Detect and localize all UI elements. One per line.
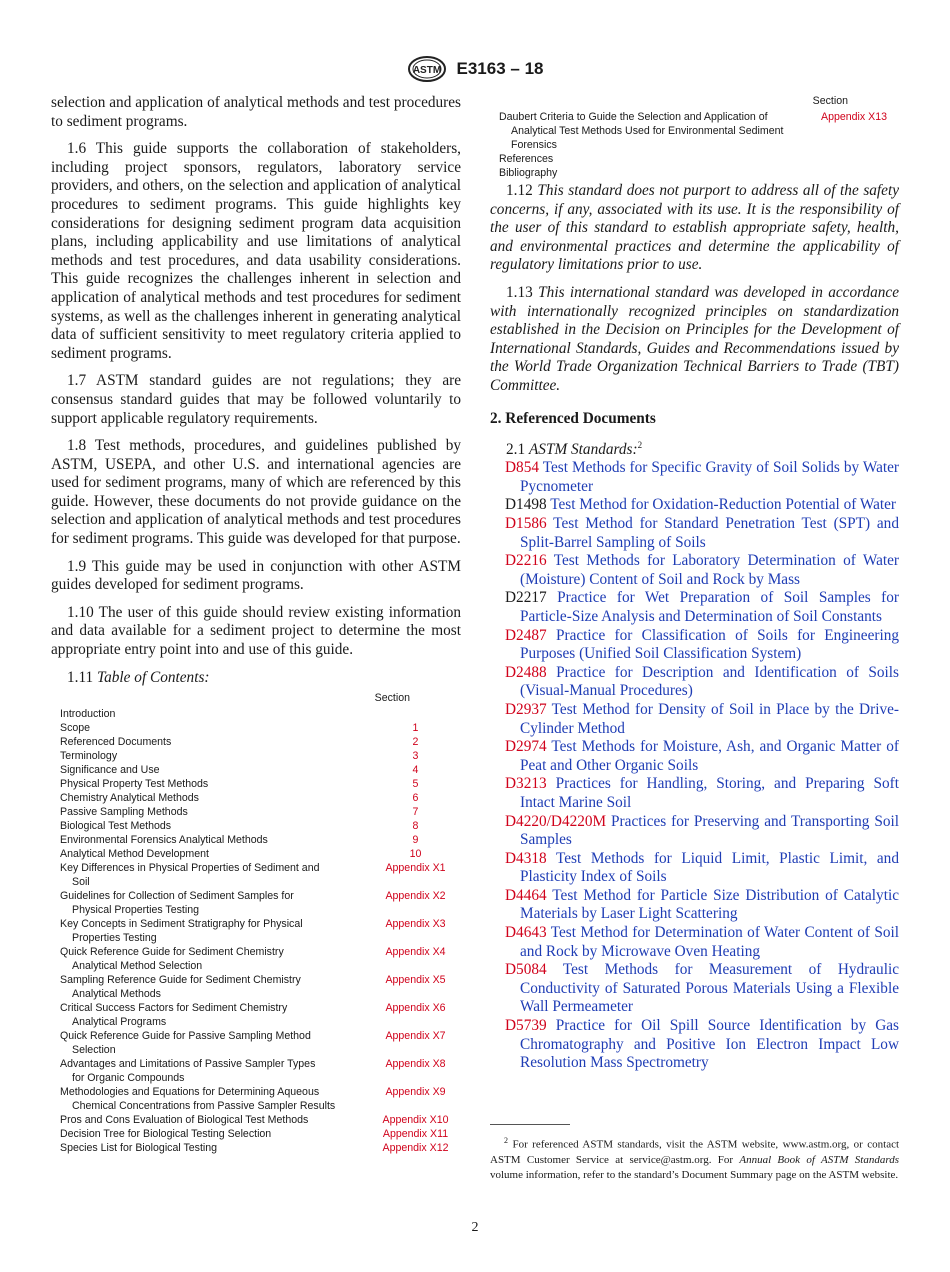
reference-code-link[interactable]: D4318 xyxy=(505,849,547,867)
left-column xyxy=(51,94,461,1155)
toc-title-line: Sampling Reference Guide for Sediment Chemistry xyxy=(60,974,301,987)
toc-section-link[interactable]: 2 xyxy=(412,736,419,749)
paragraph-1-8: 1.8 Test methods, procedures, and guidelines published by ASTM, USEPA, and other U.S. and international agencies are used for sediment programs, many of which are referenced by this guide. However, these documents do not provide guidance on the selection and application of analytical methods and test procedures for sediment programs. This guide was developed for that purpose. xyxy=(51,437,461,548)
svg-text:ASTM: ASTM xyxy=(412,65,441,76)
toc-row xyxy=(51,707,461,721)
reference-item xyxy=(490,459,899,496)
paragraph-1-12: 1.12 This standard does not purport to address all of the safety concerns, if any, associated with its use. It is the responsibility of the user of this standard to establish appropriate safety, health, and environmental practices and determine the applicability of regulatory limitations prior to use. xyxy=(490,182,899,274)
table-of-contents-continued xyxy=(490,94,899,180)
toc-title-continuation: Selection xyxy=(72,1044,116,1057)
toc-row xyxy=(51,777,461,791)
toc-row xyxy=(51,1085,461,1113)
subsection-2-1: 2.1 ASTM Standards:$^2$ xyxy=(506,439,643,458)
reference-list xyxy=(490,459,899,1073)
toc-section-link xyxy=(809,166,899,180)
reference-item xyxy=(490,589,899,626)
toc-row xyxy=(51,1127,461,1141)
reference-title-link[interactable]: Test Method for Density of Soil in Place by the Drive-Cylinder Method xyxy=(520,700,899,737)
toc-row xyxy=(490,166,899,180)
toc-title-line: Environmental Forensics Analytical Methods xyxy=(60,834,268,847)
footnote-text: $^2$ For referenced ASTM standards, visit the ASTM website, www.astm.org, or contact ASTM Customer Service at service@astm.org. For Annual Book of ASTM Standards volume information, refer to the standard’s Document Summary page on the ASTM website. xyxy=(490,1136,900,1181)
toc-entry-title xyxy=(51,847,370,861)
toc-title-line: Quick Reference Guide for Sediment Chemistry xyxy=(60,946,284,959)
toc-title-line: Key Differences in Physical Properties of Sediment and xyxy=(60,862,320,875)
toc-entry-title xyxy=(51,1127,370,1141)
toc-title-continuation: Soil xyxy=(72,876,90,889)
toc-title-line: Significance and Use xyxy=(60,764,160,777)
reference-title-link[interactable]: Test Methods for Liquid Limit, Plastic Limit, and Plasticity Index of Soils xyxy=(520,849,899,886)
toc-entry-title xyxy=(51,889,370,917)
toc-row xyxy=(51,791,461,805)
reference-code-link[interactable]: D4220/D4220M xyxy=(505,812,607,830)
toc-section-link[interactable]: 6 xyxy=(412,792,419,805)
toc-title-line: Analytical Method Development xyxy=(60,848,209,861)
toc-row xyxy=(51,833,461,847)
paragraph-1-13: 1.13 This international standard was developed in accordance with internationally recognized principles on standardization established in the Decision on Principles for the Development of International Standards, Guides and Recommendations issued by the World Trade Organization Technical Barriers to Trade (TBT) Committee. xyxy=(490,283,900,394)
reference-code-link[interactable]: D2937 xyxy=(505,700,547,718)
reference-title-link[interactable]: Test Method for Oxidation-Reduction Potential of Water xyxy=(550,496,896,514)
reference-item xyxy=(490,961,899,1017)
toc-section-link[interactable]: Appendix X1 xyxy=(385,862,446,875)
section-2-heading: 2. Referenced Documents xyxy=(490,409,656,427)
reference-code-link[interactable]: D5739 xyxy=(505,1017,547,1035)
reference-item xyxy=(490,775,899,812)
toc-title-line: Guidelines for Collection of Sediment Samples for xyxy=(60,890,294,903)
reference-title-link[interactable]: Practice for Wet Preparation of Soil Samples for Particle-Size Analysis and Determination of Soil Constants xyxy=(520,589,900,625)
reference-title-link[interactable]: Test Methods for Specific Gravity of Soil Solids by Water Pycnometer xyxy=(520,459,899,495)
toc-title-line: Chemistry Analytical Methods xyxy=(60,792,199,805)
toc-entry-title xyxy=(51,763,370,777)
toc-entry-title xyxy=(51,735,370,749)
toc-section-header: Section xyxy=(374,692,410,705)
reference-item xyxy=(490,701,899,738)
toc-title-line: Decision Tree for Biological Testing Selection xyxy=(60,1128,272,1141)
toc-entry-title xyxy=(51,1113,370,1127)
toc-row xyxy=(51,819,461,833)
toc-title-line: Key Concepts in Sediment Stratigraphy for Physical xyxy=(60,918,303,931)
toc-title-line: Critical Success Factors for Sediment Chemistry xyxy=(60,1002,288,1015)
reference-code-link[interactable]: D1586 xyxy=(505,515,547,532)
toc-entry-title xyxy=(51,973,370,1001)
reference-code-link[interactable]: D4643 xyxy=(505,924,547,942)
reference-code-link: D2217 xyxy=(505,589,547,607)
toc-title-line: Methodologies and Equations for Determining Aqueous xyxy=(60,1086,320,1099)
toc-title-line: Pros and Cons Evaluation of Biological Test Methods xyxy=(60,1114,309,1127)
toc-section-link[interactable]: Appendix X2 xyxy=(385,890,446,903)
paragraph-1-11: 1.11 Table of Contents: xyxy=(67,668,210,686)
toc-title-continuation: Properties Testing xyxy=(72,932,157,945)
document-designation: E3163 – 18 xyxy=(456,59,544,78)
reference-code-link[interactable]: D2488 xyxy=(505,663,547,681)
toc-title-line: Passive Sampling Methods xyxy=(60,806,188,819)
reference-item xyxy=(490,813,899,850)
toc-section-link[interactable]: Appendix X10 xyxy=(382,1114,449,1127)
toc-section-link[interactable]: 9 xyxy=(412,834,419,847)
reference-code-link[interactable]: D3213 xyxy=(505,775,547,793)
reference-title-link[interactable]: Test Method for Determination of Water Content of Soil and Rock by Microwave Oven Heating xyxy=(520,924,899,960)
paragraph-1-9: 1.9 This guide may be used in conjunction with other ASTM guides developed for sediment programs. xyxy=(51,557,461,594)
paragraph-1-6: 1.6 This guide supports the collaboration of stakeholders, including project sponsors, regulators, laboratory service providers, and others, on the selection and application of analytical procedures to sediment programs. This guide highlights key considerations for designing sediment program data acquisition plans, including applicability and use limitations of analytical methods and test procedures, and data usability considerations. This guide recognizes the challenges inherent in selection and application of analytical methods and test procedures for sediment systems, as well as the challenges inherent in generating analytical data of sufficient sensitivity to meet regulatory criteria applied to sediment programs. xyxy=(51,140,461,362)
toc-entry-title xyxy=(51,777,370,791)
reference-code-link: D1498 xyxy=(505,496,547,514)
toc-row xyxy=(51,749,461,763)
toc-section-link[interactable]: 5 xyxy=(412,778,419,791)
toc-title-line: Bibliography xyxy=(499,167,558,179)
toc-row xyxy=(51,973,461,1001)
toc-row xyxy=(51,847,461,861)
toc-title-continuation: for Organic Compounds xyxy=(72,1072,185,1085)
toc-section-link[interactable]: Appendix X5 xyxy=(385,974,446,987)
toc-row xyxy=(51,861,461,889)
toc-row xyxy=(51,1001,461,1029)
toc-row xyxy=(51,1113,461,1127)
toc-entry-title xyxy=(51,1057,370,1085)
toc-section-link[interactable]: Appendix X7 xyxy=(385,1030,446,1043)
table-of-contents xyxy=(51,691,461,1155)
toc-entry-title xyxy=(51,805,370,819)
toc-entry-title xyxy=(51,721,370,735)
toc-section-link[interactable]: 3 xyxy=(412,750,419,763)
right-column xyxy=(490,94,899,1073)
toc-section-link[interactable]: Appendix X11 xyxy=(382,1128,449,1141)
toc-entry-title xyxy=(51,707,370,721)
toc-section-link[interactable]: Appendix X3 xyxy=(385,918,446,931)
toc-title-line: References xyxy=(499,153,554,165)
toc-entry-title xyxy=(51,819,370,833)
reference-title-link[interactable]: Practices for Handling, Storing, and Preparing Soft Intact Marine Soil xyxy=(520,775,899,811)
toc-row xyxy=(51,889,461,917)
toc-section-link[interactable]: Appendix X9 xyxy=(385,1086,446,1099)
toc-entry-title xyxy=(51,791,370,805)
toc-section-link[interactable]: Appendix X8 xyxy=(385,1058,446,1071)
toc-title-line: Scope xyxy=(60,722,91,735)
toc-entry-title xyxy=(51,1141,370,1155)
paragraph-continuation: selection and application of analytical methods and test procedures to sediment programs. xyxy=(51,94,461,130)
toc-entry-title xyxy=(51,833,370,847)
toc-row xyxy=(490,152,899,166)
toc-section-link xyxy=(370,707,461,721)
toc-title-line: Quick Reference Guide for Passive Sampling Method xyxy=(60,1030,311,1043)
toc-section-link[interactable]: 4 xyxy=(412,764,419,777)
toc-title-line: Terminology xyxy=(60,750,118,763)
toc-entry-title xyxy=(51,749,370,763)
reference-title-link[interactable]: Practices for Preserving and Transporting Soil Samples xyxy=(520,812,899,849)
reference-item xyxy=(490,924,899,961)
toc-entry-title xyxy=(51,1085,370,1113)
toc-title-continuation: Analytical Programs xyxy=(72,1016,167,1029)
toc-title-continuation: Chemical Concentrations from Passive Sampler Results xyxy=(72,1100,336,1113)
toc-section-link[interactable]: Appendix X4 xyxy=(385,946,446,959)
reference-title-link[interactable]: Practice for Classification of Soils for Engineering Purposes (Unified Soil Classification System) xyxy=(520,626,899,663)
toc-section-header: Section xyxy=(812,95,848,107)
reference-item xyxy=(490,552,899,589)
toc-section-link[interactable]: Appendix X6 xyxy=(385,1002,446,1015)
toc-row xyxy=(51,763,461,777)
page-header xyxy=(0,56,950,82)
reference-title-link[interactable]: Test Method for Standard Penetration Test (SPT) and Split-Barrel Sampling of Soils xyxy=(520,515,899,551)
reference-item xyxy=(490,627,899,664)
toc-row xyxy=(51,1141,461,1155)
footnote-rule xyxy=(490,1124,570,1125)
paragraph-1-7: 1.7 ASTM standard guides are not regulations; they are consensus standard guides that may be followed voluntarily to support applicable regulatory requirements. xyxy=(51,372,461,427)
toc-title-continuation: Analytical Test Methods Used for Environmental Sediment Forensics xyxy=(511,125,784,151)
toc-row xyxy=(51,735,461,749)
reference-item xyxy=(490,1017,899,1073)
toc-title-line: Physical Property Test Methods xyxy=(60,778,209,791)
reference-code-link[interactable]: D4464 xyxy=(505,886,547,904)
toc-row xyxy=(51,1029,461,1057)
reference-code-link[interactable]: D2216 xyxy=(505,552,547,570)
toc-section-link[interactable]: 8 xyxy=(412,820,419,833)
page-number: 2 xyxy=(471,1220,479,1235)
reference-item xyxy=(490,850,899,887)
toc-section-link[interactable]: Appendix X13 xyxy=(821,111,887,123)
reference-title-link[interactable]: Test Methods for Measurement of Hydraulic Conductivity of Saturated Porous Materials Using a Flexible Wall Permeameter xyxy=(520,961,899,1016)
reference-code-link[interactable]: D2487 xyxy=(505,626,547,644)
toc-title-line: Species List for Biological Testing xyxy=(60,1142,218,1155)
toc-row xyxy=(51,945,461,973)
reference-item xyxy=(490,515,899,552)
toc-entry-title xyxy=(51,861,370,889)
reference-code-link[interactable]: D5084 xyxy=(505,961,547,979)
toc-row xyxy=(51,1057,461,1085)
reference-item xyxy=(490,738,899,775)
toc-section-link xyxy=(809,152,899,166)
reference-title-link[interactable]: Practice for Description and Identification of Soils (Visual-Manual Procedures) xyxy=(520,663,899,700)
toc-entry-title xyxy=(490,110,809,152)
toc-row xyxy=(51,721,461,735)
toc-title-line: Introduction xyxy=(60,708,116,721)
reference-title-link[interactable]: Test Methods for Moisture, Ash, and Organic Matter of Peat and Other Organic Soils xyxy=(520,738,899,774)
toc-section-link[interactable]: 10 xyxy=(409,848,422,861)
footnote xyxy=(490,1124,899,1183)
toc-section-link[interactable]: 1 xyxy=(412,722,419,735)
reference-title-link[interactable]: Test Method for Particle Size Distribution of Catalytic Materials by Laser Light Scattering xyxy=(520,886,899,923)
reference-title-link[interactable]: Practice for Oil Spill Source Identification by Gas Chromatography and Positive Ion Electron Impact Low Resolution Mass Spectrometry xyxy=(520,1017,899,1072)
reference-code-link[interactable]: D854 xyxy=(505,459,539,477)
reference-title-link[interactable]: Test Methods for Laboratory Determination of Water (Moisture) Content of Soil and Rock by Mass xyxy=(520,552,899,588)
toc-title-continuation: Physical Properties Testing xyxy=(72,904,199,917)
toc-title-line: Biological Test Methods xyxy=(60,820,172,833)
toc-title-line: Referenced Documents xyxy=(60,736,172,749)
toc-section-link[interactable]: 7 xyxy=(412,806,419,819)
toc-row xyxy=(51,805,461,819)
toc-section-link[interactable]: Appendix X12 xyxy=(382,1142,449,1155)
paragraph-1-10: 1.10 The user of this guide should review existing information and data available for a sediment project to determine the most appropriate entry point into and use of this guide. xyxy=(51,603,461,659)
toc-title-line: Daubert Criteria to Guide the Selection and Application of xyxy=(499,111,768,123)
toc-entry-title xyxy=(51,1029,370,1057)
reference-item xyxy=(490,496,899,515)
toc-row xyxy=(51,917,461,945)
reference-code-link[interactable]: D2974 xyxy=(505,738,547,756)
toc-row xyxy=(490,110,899,152)
toc-entry-title xyxy=(490,152,809,166)
astm-logo-icon xyxy=(407,56,447,82)
reference-item xyxy=(490,664,899,701)
toc-title-continuation: Analytical Methods xyxy=(72,988,161,1001)
toc-entry-title xyxy=(51,917,370,945)
toc-entry-title xyxy=(490,166,809,180)
toc-entry-title xyxy=(51,945,370,973)
toc-title-continuation: Analytical Method Selection xyxy=(72,960,203,973)
toc-title-line: Advantages and Limitations of Passive Sampler Types xyxy=(60,1058,316,1071)
reference-item xyxy=(490,887,899,924)
toc-entry-title xyxy=(51,1001,370,1029)
